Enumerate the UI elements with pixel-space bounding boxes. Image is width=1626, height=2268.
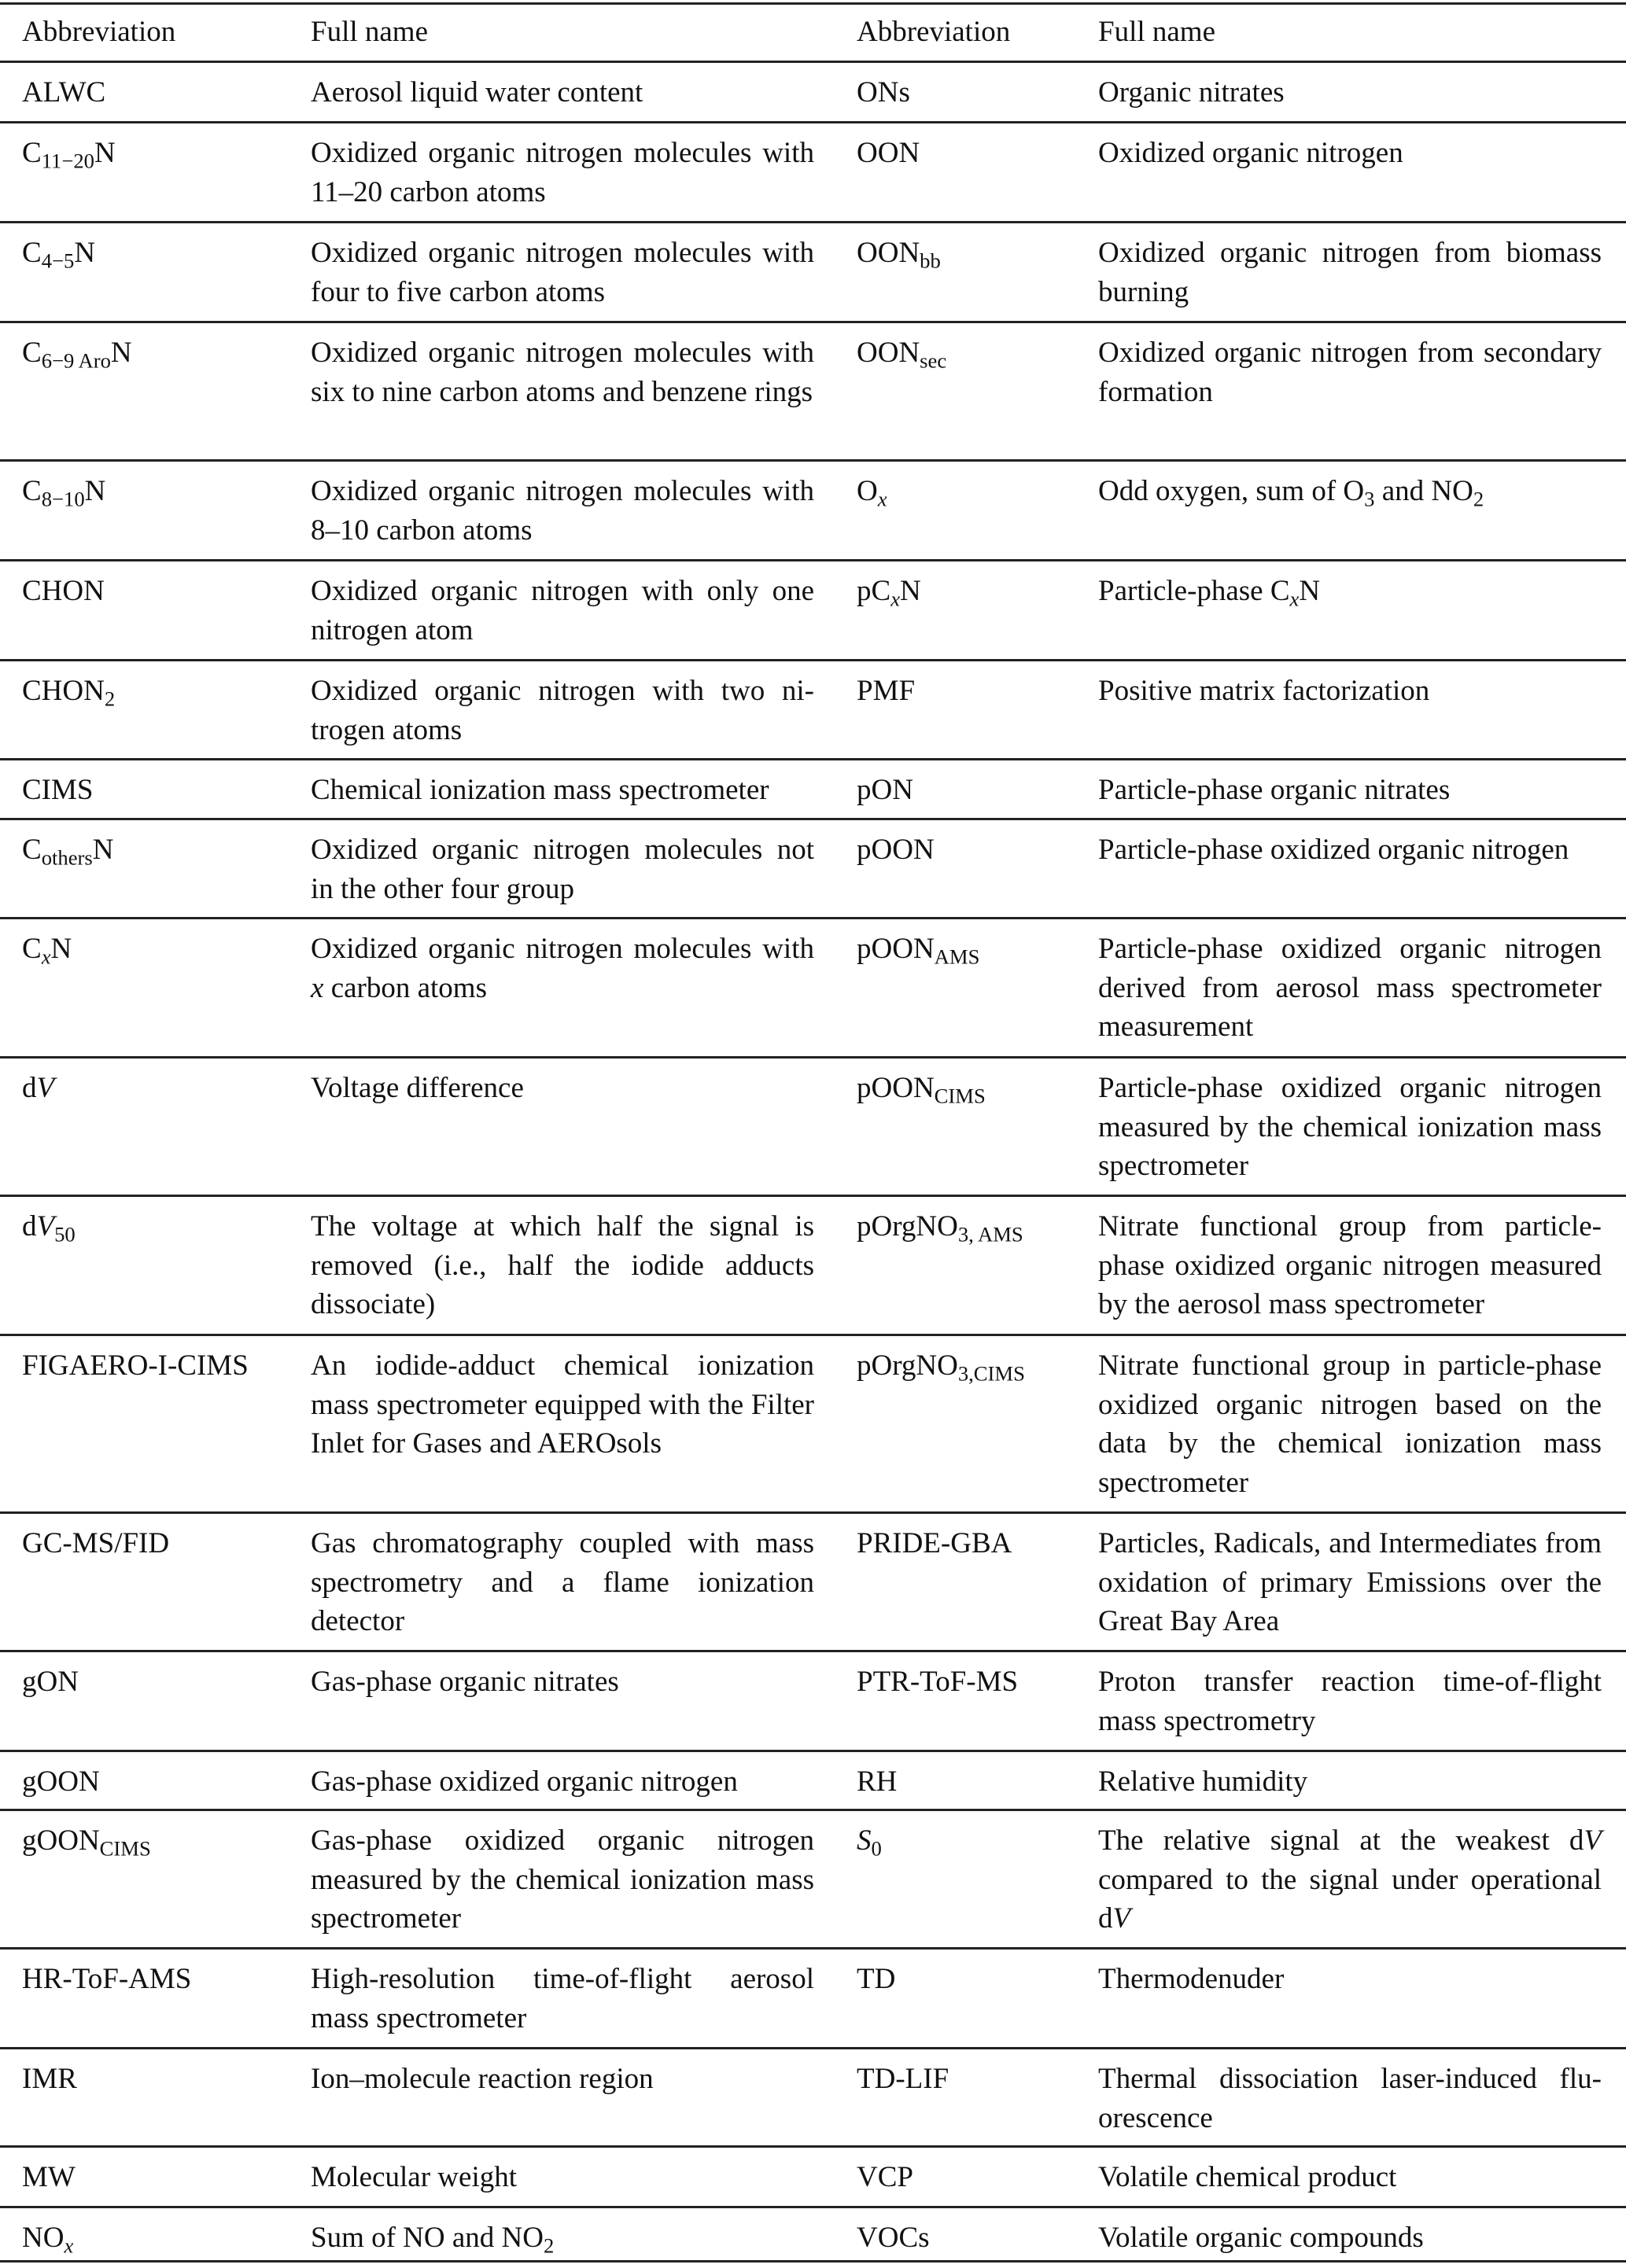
abbreviation-right: pOON (857, 834, 935, 866)
full-name-right: Relative humidity (1098, 1765, 1308, 1798)
table-row (0, 459, 1626, 559)
abbreviation-right: pOrgNO$_{3, AMS}$ (857, 1210, 1023, 1246)
abbreviation-right: PMF (857, 675, 916, 707)
full-name-right: Oxidized organic nitrogen (1098, 137, 1403, 169)
full-name-left: Oxidized organic nitrogen with two nitrogen atoms (311, 675, 814, 746)
header-abbreviation-2: Abbreviation (857, 16, 1011, 48)
full-name-right: Volatile chemical product (1098, 2161, 1397, 2193)
abbreviation-left: $C_{others}N$ (22, 834, 114, 870)
full-name-left: Oxidized organic nitrogen molecules with 8–10 carbon atoms (311, 475, 814, 547)
abbreviation-left: ALWC (22, 76, 106, 109)
abbreviation-right: pOON$_{AMS}$ (857, 933, 980, 969)
full-name-left: High-resolution time-of-flight aerosol mass spectrometer (311, 1963, 814, 2034)
table-body (0, 61, 1626, 2262)
abbreviation-right: $pC_xN$ (857, 575, 921, 611)
abbreviation-right: RH (857, 1765, 898, 1798)
abbreviation-left: $C_{11-20}N$ (22, 137, 116, 173)
full-name-right: Particle-phase organic nitrates (1098, 774, 1451, 806)
abbreviation-left: FIGAERO-I-CIMS (22, 1349, 249, 1382)
full-name-left: Oxidized organic nitrogen molecules not in the other four group (311, 834, 814, 905)
abbreviation-left: $C_{6-9 Aro}N$ (22, 337, 132, 373)
full-name-left: Chemical ionization mass spectrometer (311, 774, 769, 806)
table-row (0, 1195, 1626, 1334)
table-row (0, 61, 1626, 121)
full-name-right: Thermal dissociation laser-induced fluorescence (1098, 2063, 1602, 2134)
header-full-name-2: Full name (1098, 16, 1216, 48)
abbreviation-right: $S_0$ (857, 1824, 882, 1861)
full-name-left: An iodide-adduct chemical ionization mass spectrometer equipped with the Filter Inlet for Gases and AEROsols (311, 1349, 814, 1460)
table-row (0, 2145, 1626, 2206)
table-row (0, 917, 1626, 1056)
abbreviation-right: $OON_{sec}$ (857, 337, 947, 373)
abbreviation-right: TD (857, 1963, 896, 1995)
full-name-right: Oxidized organic nitrogen from biomass burning (1098, 237, 1602, 308)
abbreviation-right: TD-LIF (857, 2063, 949, 2095)
full-name-left: Voltage difference (311, 1072, 524, 1104)
full-name-left: Oxidized organic nitrogen molecules with 11–20 carbon atoms (311, 137, 814, 208)
abbreviation-left: GC-MS/FID (22, 1527, 170, 1559)
full-name-right: Particle-phase $C_xN$ (1098, 575, 1321, 611)
full-name-right: Odd oxygen, sum of $O_3$ and $NO_2$ (1098, 475, 1484, 511)
table-header-row (0, 2, 1626, 61)
abbreviation-right: $OON_{bb}$ (857, 237, 941, 273)
full-name-right: Organic nitrates (1098, 76, 1285, 109)
table-row (0, 559, 1626, 659)
full-name-left: Oxidized organic nitrogen with only one nitrogen atom (311, 575, 814, 646)
full-name-left: Gas-phase oxidized organic nitrogen measured by the chemical ionization mass spectrometer (311, 1824, 814, 1935)
full-name-left: Oxidized organic nitrogen molecules with six to nine carbon atoms and benzene rings (311, 337, 814, 408)
full-name-left: Gas-phase organic nitrates (311, 1666, 619, 1698)
abbreviation-left: MW (22, 2161, 76, 2193)
table-row (0, 1809, 1626, 1947)
abbreviations-table (0, 2, 1626, 2262)
full-name-right: Nitrate functional group from particle-phase oxidized organic nitrogen measured by the aerosol mass spectrometer (1098, 1210, 1602, 1320)
full-name-right: The relative signal at the weakest dV compared to the signal under operational dV (1098, 1824, 1602, 1935)
table-row (0, 1511, 1626, 1650)
full-name-left: Molecular weight (311, 2161, 517, 2193)
abbreviation-right: VOCs (857, 2222, 930, 2254)
abbreviation-left: IMR (22, 2063, 77, 2095)
abbreviation-left: $C_{8-10}N$ (22, 475, 106, 511)
abbreviation-left: $C_{4-5}N$ (22, 237, 96, 273)
header-abbreviation-1: Abbreviation (22, 16, 176, 48)
full-name-left: Ion–molecule reaction region (311, 2063, 654, 2095)
full-name-right: Positive matrix factorization (1098, 675, 1430, 707)
abbreviation-right: ONs (857, 76, 910, 109)
table-row (0, 818, 1626, 917)
table-row (0, 1750, 1626, 1809)
abbreviation-left: dV (22, 1072, 55, 1104)
abbreviation-left: HR-ToF-AMS (22, 1963, 192, 1995)
abbreviation-right: pOON$_{CIMS}$ (857, 1072, 986, 1108)
abbreviation-right: $O_x$ (857, 475, 887, 511)
abbreviation-right: pOrgNO$_{3,CIMS}$ (857, 1349, 1025, 1386)
abbreviation-right: VCP (857, 2161, 913, 2193)
table-row (0, 2206, 1626, 2262)
full-name-right: Volatile organic compounds (1098, 2222, 1424, 2254)
table-row (0, 758, 1626, 818)
abbreviation-left: $NO_x$ (22, 2222, 74, 2258)
full-name-left: Sum of NO and $NO_2$ (311, 2222, 555, 2258)
abbreviation-right: pON (857, 774, 913, 806)
abbreviation-left: $C_xN$ (22, 933, 72, 969)
full-name-left: Aerosol liquid water content (311, 76, 643, 109)
abbreviation-left: $dV_{50}$ (22, 1210, 76, 1246)
abbreviation-right: PRIDE-GBA (857, 1527, 1012, 1559)
abbreviation-right: PTR-ToF-MS (857, 1666, 1019, 1698)
abbreviation-left: CHON (22, 575, 105, 607)
abbreviation-right: OON (857, 137, 920, 169)
abbreviation-left: gOON (22, 1765, 100, 1798)
full-name-right: Particle-phase oxidized organic nitrogen measured by the chemical ionization mass spectrometer (1098, 1072, 1602, 1182)
table-row (0, 1334, 1626, 1511)
table-row (0, 1056, 1626, 1195)
table-row (0, 321, 1626, 459)
full-name-left: Oxidized organic nitrogen molecules with x carbon atoms (311, 933, 814, 1004)
full-name-right: Proton transfer reaction time-of-flight mass spectrometry (1098, 1666, 1602, 1737)
table-row (0, 221, 1626, 321)
table-row (0, 121, 1626, 221)
table-row (0, 1947, 1626, 2047)
abbreviation-left: gON (22, 1666, 79, 1698)
full-name-right: Particles, Radicals, and Intermediates from oxidation of primary Emissions over the Great Bay Area (1098, 1527, 1602, 1637)
table-row (0, 659, 1626, 758)
table-row (0, 1650, 1626, 1750)
full-name-right: Thermodenuder (1098, 1963, 1285, 1995)
table-row (0, 2047, 1626, 2145)
full-name-left: Oxidized organic nitrogen molecules with four to five carbon atoms (311, 237, 814, 308)
abbreviation-left: CIMS (22, 774, 94, 806)
header-full-name-1: Full name (311, 16, 429, 48)
full-name-right: Oxidized organic nitrogen from secondary formation (1098, 337, 1602, 408)
full-name-left: Gas chromatography coupled with mass spectrometry and a flame ionization detector (311, 1527, 814, 1637)
full-name-left: Gas-phase oxidized organic nitrogen (311, 1765, 738, 1798)
abbreviation-left: gOON$_{CIMS}$ (22, 1824, 151, 1861)
full-name-right: Particle-phase oxidized organic nitrogen derived from aerosol mass spectrometer measurement (1098, 933, 1602, 1043)
full-name-right: Nitrate functional group in particle-phase oxidized organic nitrogen based on the data by the chemical ionization mass spectrometer (1098, 1349, 1602, 1499)
abbreviation-left: $CHON_2$ (22, 675, 116, 711)
full-name-right: Particle-phase oxidized organic nitrogen (1098, 834, 1569, 866)
full-name-left: The voltage at which half the signal is removed (i.e., half the iodide adducts dissociate) (311, 1210, 814, 1320)
